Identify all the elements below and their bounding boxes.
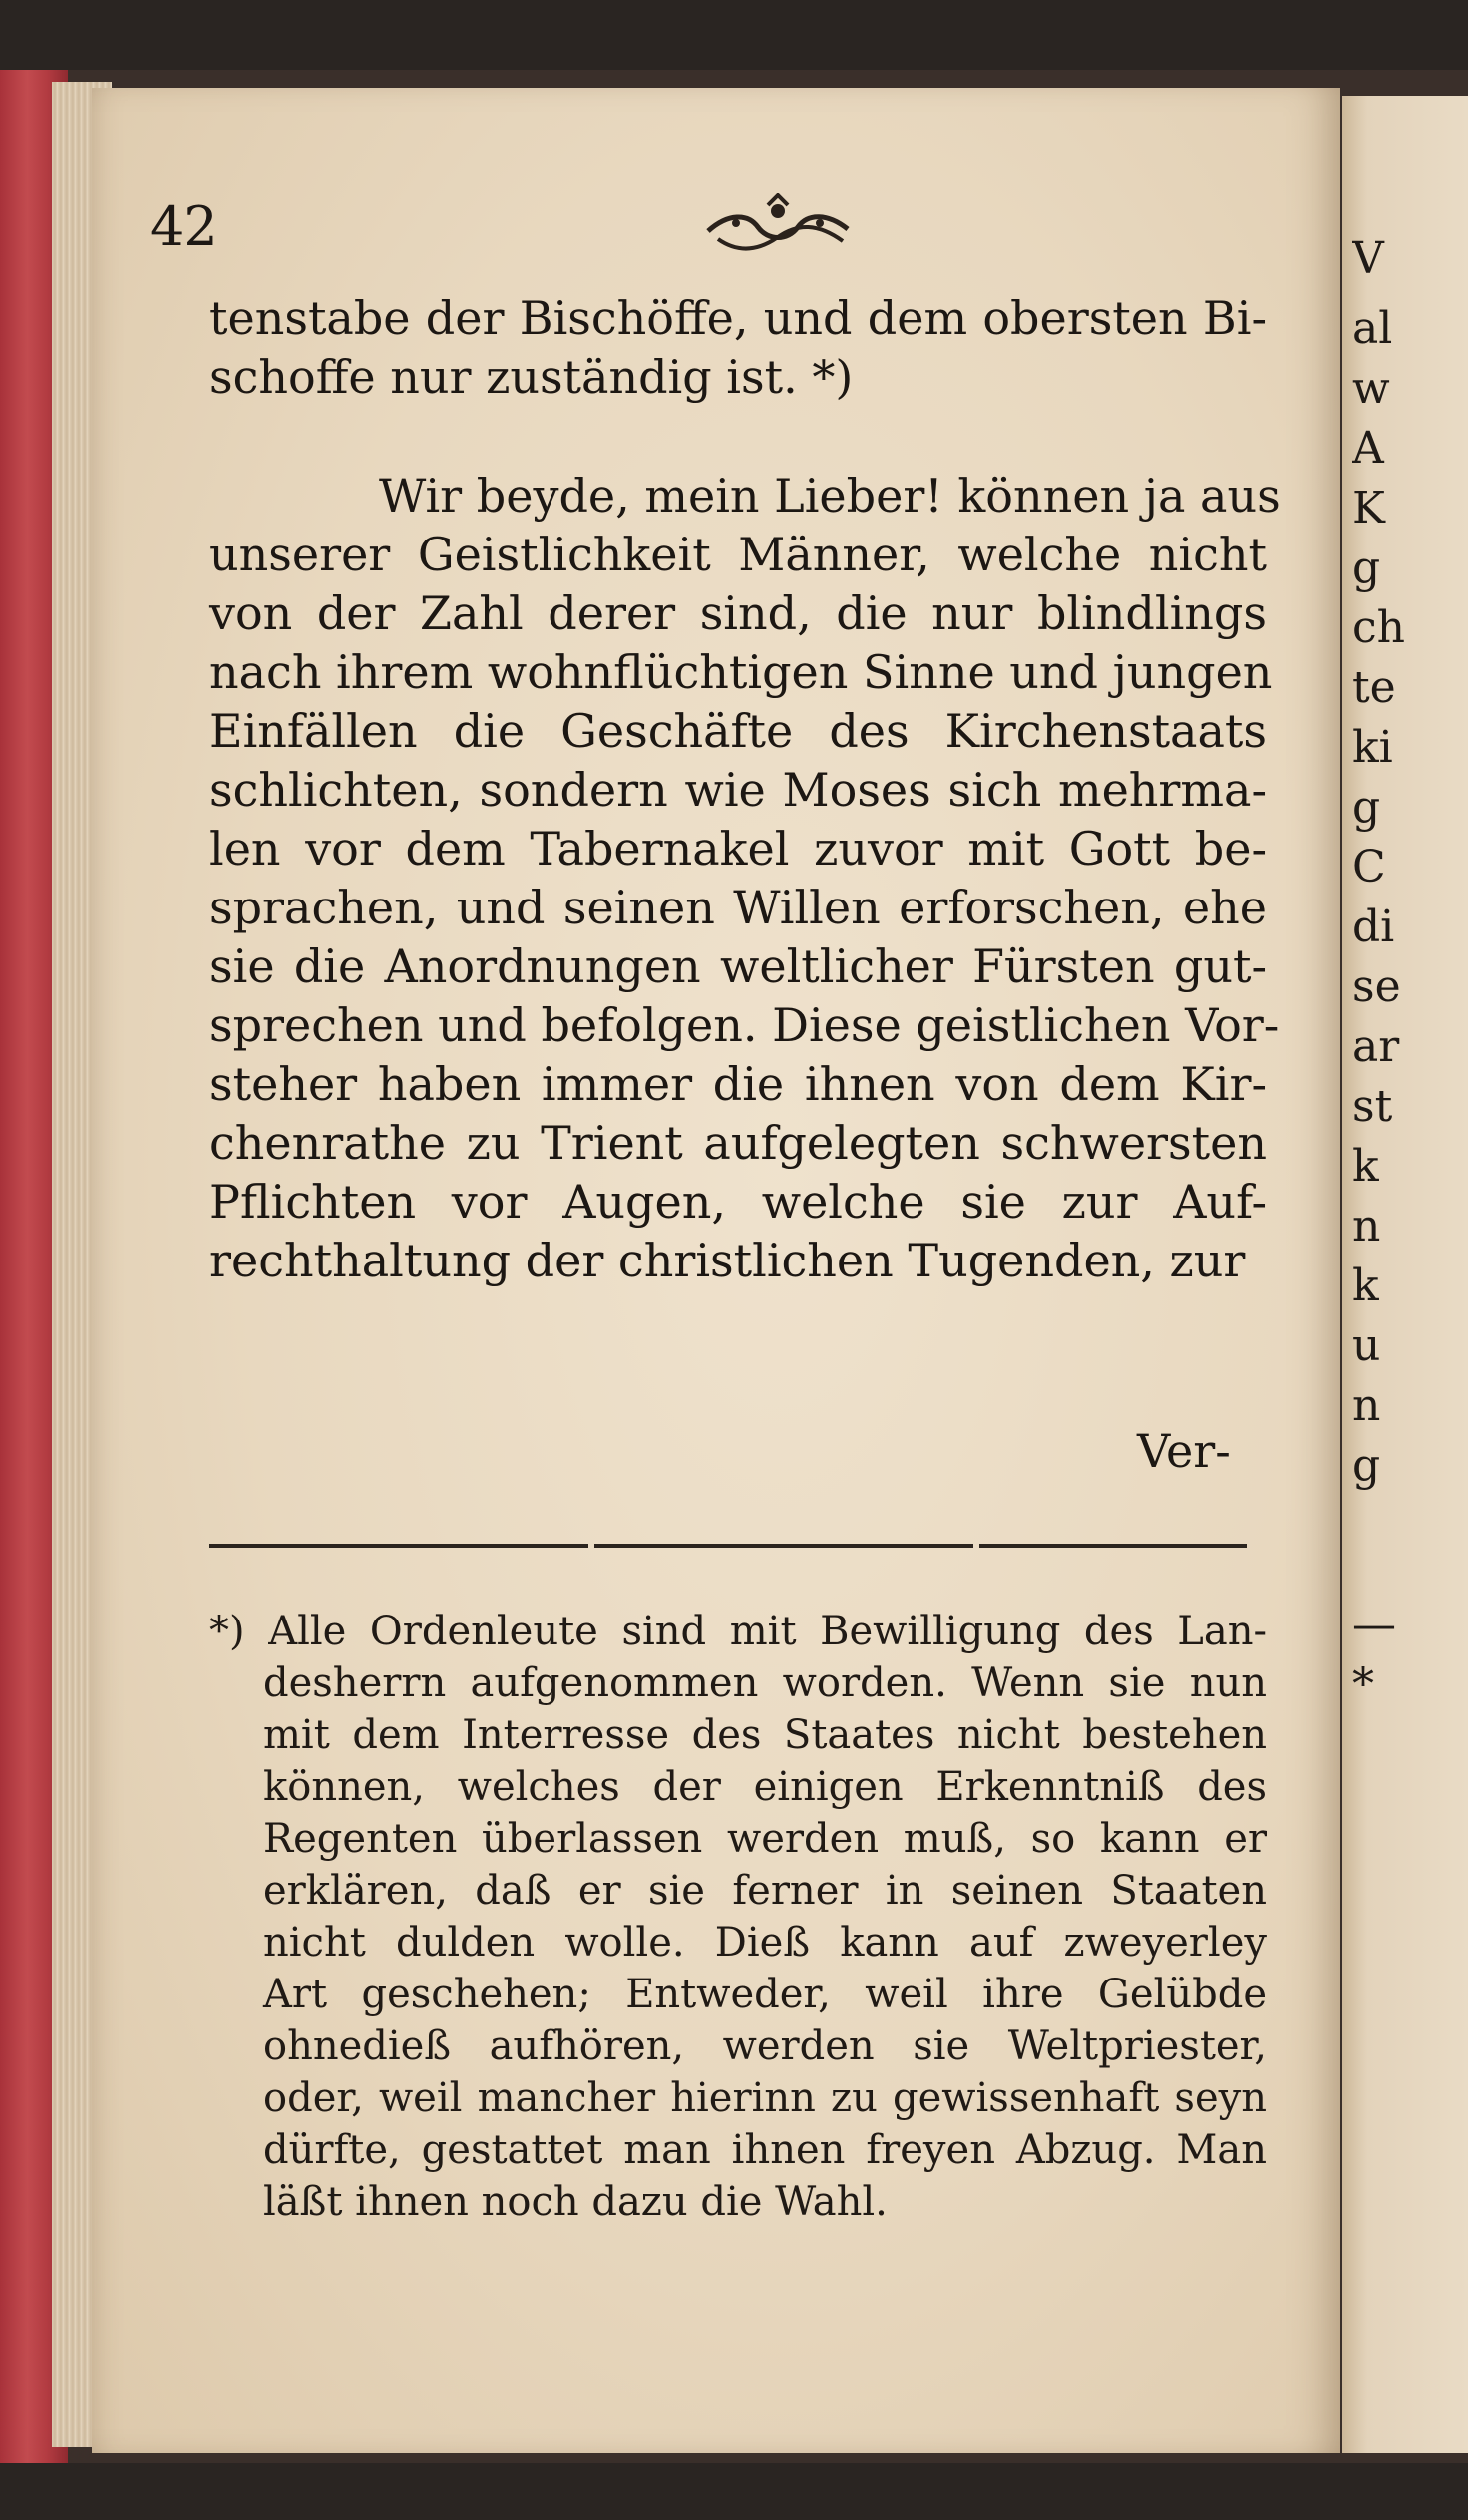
footnote-line: mit dem Interresse des Staates nicht bestehen [263, 1712, 1267, 1758]
facing-page-fragment: st [1352, 1081, 1393, 1132]
facing-page-fragment: K [1352, 483, 1385, 534]
catchword: Ver- [1137, 1424, 1231, 1478]
footnote-line: Regenten überlassen werden muß, so kann er [263, 1816, 1267, 1862]
text-line: len vor dem Tabernakel zuvor mit Gott be- [209, 822, 1267, 876]
footnote-line: *) Alle Ordenleute sind mit Bewilligung des Lan- [209, 1609, 1267, 1654]
text-line: Wir beyde, mein Lieber! können ja aus [379, 469, 1281, 523]
text-line: unserer Geistlichkeit Männer, welche nicht [209, 528, 1267, 581]
facing-page-fragment: se [1352, 961, 1401, 1012]
facing-page-fragment: n [1352, 1201, 1381, 1252]
facing-page-fragment: n [1352, 1380, 1381, 1431]
text-line: schlichten, sondern wie Moses sich mehrma- [209, 763, 1267, 817]
facing-page-fragment: te [1352, 662, 1396, 713]
facing-page-fragment: V [1352, 233, 1384, 284]
footnote-line: nicht dulden wolle. Dieß kann auf zweyerley [263, 1920, 1267, 1966]
paragraph-gap [209, 407, 1267, 467]
facing-page-fragment: g [1352, 1440, 1381, 1491]
text-line: schoffe nur zuständig ist. *) [209, 350, 854, 404]
main-body-text [209, 289, 1281, 1290]
facing-page-fragment: al [1352, 303, 1393, 354]
text-line: sie die Anordnungen weltlicher Fürsten gut- [209, 939, 1267, 993]
facing-page-fragment: k [1352, 1141, 1379, 1192]
text-line: rechthaltung der christlichen Tugenden, zur [209, 1234, 1246, 1287]
footnote-line: können, welches der einigen Erkenntniß des [263, 1764, 1267, 1810]
text-line: steher haben immer die ihnen von dem Kir- [209, 1057, 1267, 1111]
footnote-text [209, 1606, 1267, 2228]
text-line: von der Zahl derer sind, die nur blindlings [209, 586, 1267, 640]
facing-page-fragment: g [1352, 542, 1381, 593]
text-line: nach ihrem wohnflüchtigen Sinne und jungen [209, 645, 1273, 699]
footnote-line: dürfte, gestattet man ihnen freyen Abzug. Man [263, 2127, 1267, 2173]
facing-page-fragment: u [1352, 1320, 1381, 1371]
facing-page-fragment: * [1352, 1659, 1374, 1710]
text-line: Pflichten vor Augen, welche sie zur Auf- [209, 1175, 1267, 1229]
text-line: sprachen, und seinen Willen erforschen, ehe [209, 881, 1267, 934]
facing-page-fragment: A [1352, 423, 1384, 474]
footnote-line: Art geschehen; Entweder, weil ihre Gelübde [263, 1972, 1267, 2017]
footnote-line: desherrn aufgenommen worden. Wenn sie nun [263, 1660, 1267, 1706]
footnote-rule-3 [979, 1544, 1247, 1548]
footnote-rule-2 [594, 1544, 973, 1548]
facing-page-fragment: k [1352, 1260, 1379, 1311]
facing-page [1342, 96, 1468, 2453]
facing-page-fragment: g [1352, 782, 1381, 833]
footnote-line: ohnedieß aufhören, werden sie Weltpriester, [263, 2023, 1267, 2069]
text-line: sprechen und befolgen. Diese geistlichen Vor- [209, 998, 1280, 1052]
footnote-rule-1 [209, 1544, 588, 1548]
footnote-line: läßt ihnen noch dazu die Wahl. [263, 2179, 888, 2225]
text-line: chenrathe zu Trient aufgelegten schwersten [209, 1116, 1267, 1170]
facing-page-fragment: ki [1352, 722, 1393, 773]
header-ornament-icon [698, 193, 858, 263]
facing-page-fragment: ch [1352, 602, 1405, 653]
facing-page-fragment: di [1352, 901, 1395, 952]
text-line: tenstabe der Bischöffe, und dem obersten Bi- [209, 291, 1267, 345]
facing-page-fragment: — [1352, 1600, 1396, 1650]
facing-page-fragment: C [1352, 842, 1386, 893]
text-line: Einfällen die Geschäfte des Kirchenstaats [209, 704, 1267, 758]
facing-page-fragment: ar [1352, 1021, 1400, 1072]
facing-page-fragment: w [1352, 363, 1390, 414]
footnote-line: erklären, daß er sie ferner in seinen Staaten [263, 1868, 1267, 1914]
page-number: 42 [150, 195, 218, 258]
footnote-line: oder, weil mancher hierinn zu gewissenhaft seyn [263, 2075, 1267, 2121]
